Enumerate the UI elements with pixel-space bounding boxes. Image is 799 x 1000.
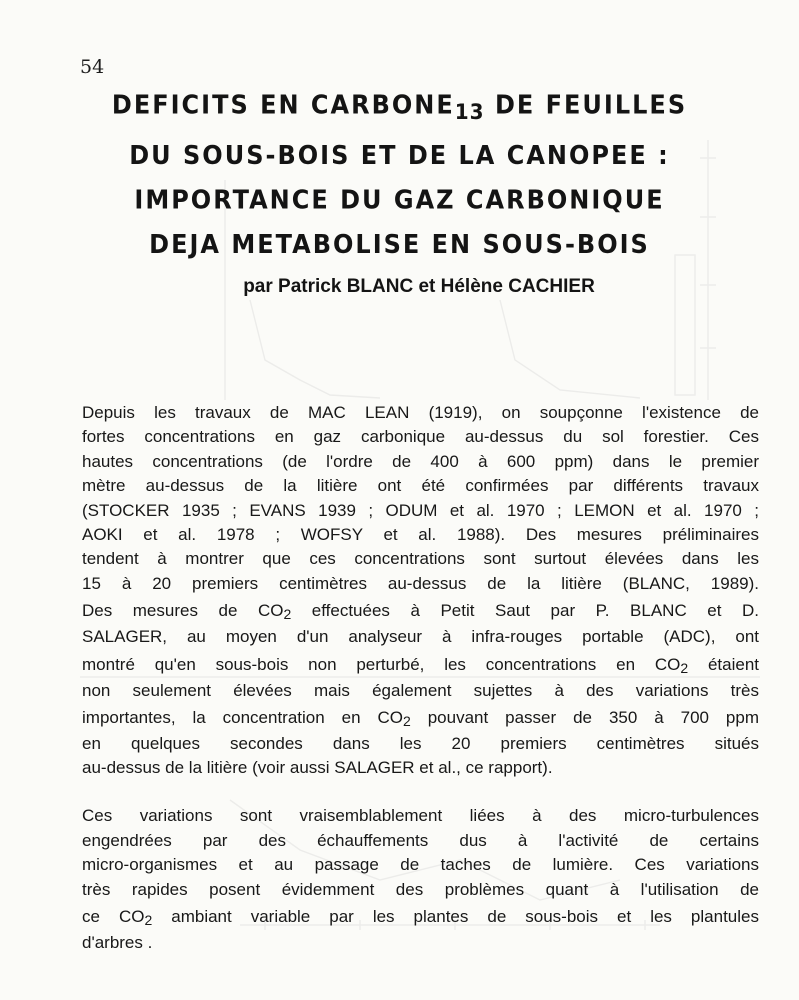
paragraph-line: non seulement élevées mais également sujettes à des variations très xyxy=(82,680,759,700)
line-text: ce CO xyxy=(82,907,145,927)
paragraph-line: hautes concentrations (de l'ordre de 400 à 600 ppm) dans le premier xyxy=(82,451,759,471)
co2-subscript: 2 xyxy=(680,659,689,676)
paragraph-line: Ces variations sont vraisemblablement liées à des micro-turbulences xyxy=(82,806,759,825)
paragraph-line: (STOCKER 1935 ; EVANS 1939 ; ODUM et al. 1970 ; LEMON et al. 1970 ; xyxy=(82,500,759,520)
line-text: ambiant variable par les plantes de sous-bois et les plantules xyxy=(152,907,759,927)
paragraph-line xyxy=(82,703,759,732)
paragraph-line: AOKI et al. 1978 ; WOFSY et al. 1988). Des mesures préliminaires xyxy=(82,525,759,545)
paragraph-line: fortes concentrations en gaz carbonique au-dessus du sol forestier. Ces xyxy=(82,427,759,447)
line-text: effectuées à Petit Saut par P. BLANC et D. xyxy=(291,601,759,621)
title-line-1-text: DEFICITS EN CARBONE xyxy=(111,89,455,120)
line-text: Des mesures de CO xyxy=(82,601,284,621)
paragraph-line: micro-organismes et au passage de taches de lumière. Ces variations xyxy=(82,855,759,875)
paragraph-line: 15 à 20 premiers centimètres au-dessus de la litière (BLANC, 1989). xyxy=(82,573,759,593)
page-number: 54 xyxy=(80,56,105,78)
paragraph-line: Depuis les travaux de MAC LEAN (1919), on soupçonne l'existence de xyxy=(82,403,759,422)
article-title xyxy=(0,83,799,267)
title-line-2: DU SOUS-BOIS ET DE LA CANOPEE : xyxy=(129,140,670,171)
paragraph-line: en quelques secondes dans les 20 premiers centimètres situés xyxy=(82,734,759,754)
paragraph-line: tendent à montrer que ces concentrations sont surtout élevées dans les xyxy=(82,549,759,569)
co2-subscript: 2 xyxy=(283,606,292,623)
co2-subscript: 2 xyxy=(144,912,153,929)
paragraph-1 xyxy=(82,401,759,781)
paragraph-line xyxy=(82,596,759,625)
isotope-subscript: 13 xyxy=(454,98,485,125)
paragraph-line: engendrées par des échauffements dus à l'activité de certains xyxy=(82,830,759,850)
line-text: montré qu'en sous-bois non perturbé, les concentrations en CO xyxy=(82,654,681,674)
paragraph-line: SALAGER, au moyen d'un analyseur à infra-rouges portable (ADC), ont xyxy=(82,627,759,647)
paragraph-line: très rapides posent évidemment des problèmes quant à l'utilisation de xyxy=(82,879,759,899)
line-text: pouvant passer de 350 à 700 ppm xyxy=(410,708,759,728)
title-line-1-end: DE FEUILLES xyxy=(484,89,688,120)
title-line-1 xyxy=(0,83,799,134)
paragraph-line: d'arbres . xyxy=(82,933,153,953)
paragraph-line: mètre au-dessus de la litière ont été confirmées par différents travaux xyxy=(82,476,759,496)
paragraph-line: au-dessus de la litière (voir aussi SALAGER et al., ce rapport). xyxy=(82,758,553,778)
line-text: étaient xyxy=(688,654,759,674)
line-text: importantes, la concentration en CO xyxy=(82,708,403,728)
paragraph-line xyxy=(82,902,759,931)
authors-byline: par Patrick BLANC et Hélène CACHIER xyxy=(243,276,595,297)
title-line-3: IMPORTANCE DU GAZ CARBONIQUE xyxy=(134,184,665,215)
co2-subscript: 2 xyxy=(402,713,411,730)
title-line-4: DEJA METABOLISE EN SOUS-BOIS xyxy=(149,229,650,260)
paragraph-2 xyxy=(82,804,759,956)
paragraph-line xyxy=(82,650,759,679)
